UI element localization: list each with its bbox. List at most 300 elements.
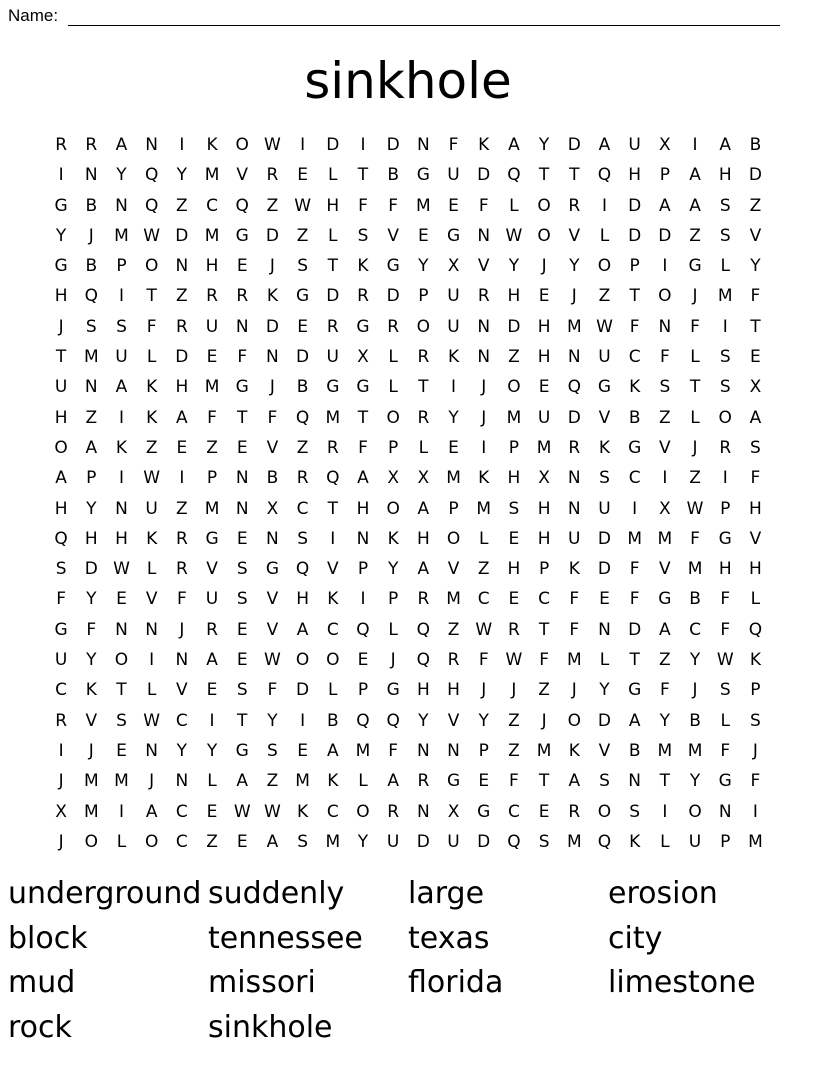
grid-letter[interactable]: D xyxy=(628,225,642,246)
grid-letter[interactable]: J xyxy=(88,740,94,761)
grid-letter[interactable]: I xyxy=(360,589,366,610)
grid-letter[interactable]: M xyxy=(204,165,220,186)
grid-letter[interactable]: N xyxy=(175,256,189,277)
grid-letter[interactable]: T xyxy=(116,680,127,701)
grid-letter[interactable]: N xyxy=(235,316,249,337)
grid-letter[interactable]: I xyxy=(722,316,728,337)
grid-letter[interactable]: I xyxy=(179,135,185,155)
grid-letter[interactable]: L xyxy=(478,528,489,549)
grid-letter[interactable]: I xyxy=(149,650,155,671)
grid-letter[interactable]: T xyxy=(237,407,248,428)
grid-letter[interactable]: D xyxy=(296,347,310,368)
grid-letter[interactable]: L xyxy=(720,710,730,731)
grid-letter[interactable]: C xyxy=(326,619,339,640)
grid-letter[interactable]: W xyxy=(113,559,130,580)
grid-letter[interactable]: J xyxy=(58,831,64,852)
grid-letter[interactable]: F xyxy=(629,316,640,337)
grid-letter[interactable]: D xyxy=(567,407,581,428)
grid-letter[interactable]: X xyxy=(447,801,460,822)
grid-letter[interactable]: J xyxy=(269,256,275,277)
grid-letter[interactable]: U xyxy=(54,377,68,398)
grid-letter[interactable]: A xyxy=(659,195,671,216)
grid-letter[interactable]: V xyxy=(568,225,581,246)
grid-letter[interactable]: Y xyxy=(116,165,127,186)
grid-letter[interactable]: F xyxy=(720,740,731,761)
grid-letter[interactable]: E xyxy=(357,650,369,671)
grid-letter[interactable]: I xyxy=(481,437,487,458)
grid-letter[interactable]: D xyxy=(628,195,642,216)
grid-letter[interactable]: Y xyxy=(508,256,520,277)
grid-letter[interactable]: A xyxy=(115,135,128,155)
grid-letter[interactable]: L xyxy=(750,589,761,610)
grid-letter[interactable]: Z xyxy=(447,619,460,640)
grid-letter[interactable]: U xyxy=(326,347,339,368)
grid-letter[interactable]: U xyxy=(598,498,611,519)
grid-letter[interactable]: F xyxy=(478,650,489,671)
grid-letter[interactable]: J xyxy=(481,377,487,398)
grid-letter[interactable]: J xyxy=(179,619,185,640)
grid-letter[interactable]: H xyxy=(54,286,68,307)
grid-letter[interactable]: S xyxy=(719,680,731,701)
grid-letter[interactable]: Z xyxy=(659,407,671,428)
grid-letter[interactable]: H xyxy=(447,680,460,701)
grid-letter[interactable]: E xyxy=(448,195,459,216)
grid-letter[interactable]: T xyxy=(327,498,338,519)
grid-letter[interactable]: M xyxy=(657,528,673,549)
grid-letter[interactable]: V xyxy=(598,740,611,761)
grid-letter[interactable]: D xyxy=(507,316,521,337)
grid-letter[interactable]: E xyxy=(417,225,429,246)
grid-letter[interactable]: X xyxy=(55,801,67,822)
grid-letter[interactable]: N xyxy=(477,316,491,337)
grid-letter[interactable]: L xyxy=(388,377,398,398)
grid-letter[interactable]: G xyxy=(477,801,491,822)
grid-letter[interactable]: B xyxy=(689,710,701,731)
grid-letter[interactable]: F xyxy=(659,680,670,701)
grid-letter[interactable]: Q xyxy=(144,165,159,186)
grid-letter[interactable]: Q xyxy=(386,710,400,731)
grid-letter[interactable]: F xyxy=(690,316,700,337)
grid-letter[interactable]: E xyxy=(508,589,520,610)
grid-letter[interactable]: Q xyxy=(295,407,310,428)
grid-letter[interactable]: F xyxy=(448,135,459,155)
grid-letter[interactable]: R xyxy=(568,195,581,216)
grid-letter[interactable]: O xyxy=(597,256,612,277)
grid-letter[interactable]: G xyxy=(205,528,219,549)
grid-letter[interactable]: N xyxy=(235,498,249,519)
grid-letter[interactable]: A xyxy=(628,710,641,731)
grid-letter[interactable]: F xyxy=(207,407,217,428)
grid-letter[interactable]: Y xyxy=(86,650,97,671)
grid-letter[interactable]: Q xyxy=(507,165,521,186)
grid-letter[interactable]: I xyxy=(692,135,698,155)
grid-letter[interactable]: X xyxy=(749,377,762,398)
grid-letter[interactable]: F xyxy=(146,316,157,337)
grid-letter[interactable]: U xyxy=(447,286,460,307)
grid-letter[interactable]: O xyxy=(235,135,249,155)
grid-letter[interactable]: N xyxy=(175,771,189,792)
grid-letter[interactable]: O xyxy=(416,316,431,337)
grid-letter[interactable]: T xyxy=(237,710,248,731)
grid-letter[interactable]: R xyxy=(508,619,520,640)
grid-letter[interactable]: I xyxy=(300,135,306,155)
grid-letter[interactable]: K xyxy=(357,256,369,277)
grid-letter[interactable]: K xyxy=(629,831,641,852)
grid-letter[interactable]: V xyxy=(206,559,218,580)
grid-letter[interactable]: H xyxy=(54,407,68,428)
grid-letter[interactable]: E xyxy=(297,740,308,761)
grid-letter[interactable]: K xyxy=(478,135,490,155)
grid-letter[interactable]: W xyxy=(505,225,523,246)
grid-letter[interactable]: Z xyxy=(206,437,218,458)
grid-letter[interactable]: N xyxy=(145,135,159,155)
grid-letter[interactable]: K xyxy=(146,407,158,428)
grid-letter[interactable]: H xyxy=(749,559,762,580)
grid-letter[interactable]: N xyxy=(84,377,98,398)
grid-letter[interactable]: P xyxy=(116,256,127,277)
grid-letter[interactable]: N xyxy=(175,650,189,671)
grid-letter[interactable]: Z xyxy=(266,195,279,216)
grid-letter[interactable]: A xyxy=(598,135,611,155)
grid-letter[interactable]: P xyxy=(388,589,399,610)
grid-letter[interactable]: H xyxy=(628,165,642,186)
grid-letter[interactable]: K xyxy=(206,135,218,155)
grid-letter[interactable]: O xyxy=(54,437,68,458)
grid-letter[interactable]: P xyxy=(418,286,429,307)
grid-letter[interactable]: W xyxy=(264,650,281,671)
grid-letter[interactable]: S xyxy=(750,710,761,731)
grid-letter[interactable]: M xyxy=(114,771,129,792)
grid-letter[interactable]: Y xyxy=(86,589,97,610)
grid-letter[interactable]: T xyxy=(327,256,338,277)
grid-letter[interactable]: A xyxy=(568,771,581,792)
grid-letter[interactable]: V xyxy=(387,225,399,246)
grid-letter[interactable]: J xyxy=(58,771,64,792)
grid-letter[interactable]: M xyxy=(566,831,582,852)
grid-letter[interactable]: N xyxy=(416,740,430,761)
grid-letter[interactable]: F xyxy=(659,347,670,368)
grid-letter[interactable]: Z xyxy=(689,225,701,246)
grid-letter[interactable]: H xyxy=(54,498,68,519)
grid-letter[interactable]: X xyxy=(357,347,369,368)
grid-letter[interactable]: S xyxy=(599,468,610,489)
grid-letter[interactable]: U xyxy=(386,831,400,852)
grid-letter[interactable]: Q xyxy=(235,195,249,216)
grid-letter[interactable]: P xyxy=(448,498,459,519)
grid-letter[interactable]: B xyxy=(266,468,279,489)
grid-letter[interactable]: F xyxy=(267,407,278,428)
grid-letter[interactable]: R xyxy=(55,135,67,155)
grid-letter[interactable]: R xyxy=(447,650,460,671)
grid-letter[interactable]: F xyxy=(720,619,731,640)
grid-letter[interactable]: R xyxy=(326,437,339,458)
grid-letter[interactable]: Y xyxy=(478,710,489,731)
grid-letter[interactable]: R xyxy=(387,316,400,337)
grid-letter[interactable]: S xyxy=(719,225,731,246)
grid-letter[interactable]: K xyxy=(85,680,97,701)
grid-letter[interactable]: P xyxy=(750,680,761,701)
grid-letter[interactable]: N xyxy=(145,619,159,640)
grid-letter[interactable]: D xyxy=(386,286,400,307)
grid-letter[interactable]: H xyxy=(718,165,732,186)
grid-letter[interactable]: F xyxy=(509,771,519,792)
grid-letter[interactable]: A xyxy=(296,619,309,640)
grid-letter[interactable]: M xyxy=(83,771,99,792)
grid-letter[interactable]: V xyxy=(85,710,98,731)
grid-letter[interactable]: V xyxy=(447,710,460,731)
grid-letter[interactable]: N xyxy=(356,528,370,549)
grid-letter[interactable]: L xyxy=(146,559,157,580)
grid-letter[interactable]: M xyxy=(536,740,552,761)
grid-letter[interactable]: N xyxy=(115,498,128,519)
grid-letter[interactable]: J xyxy=(269,377,275,398)
grid-letter[interactable]: A xyxy=(719,135,732,155)
grid-letter[interactable]: S xyxy=(297,256,308,277)
grid-letter[interactable]: L xyxy=(388,619,398,640)
grid-letter[interactable]: H xyxy=(175,377,189,398)
grid-letter[interactable]: F xyxy=(569,589,580,610)
grid-letter[interactable]: S xyxy=(719,347,731,368)
grid-letter[interactable]: A xyxy=(387,771,399,792)
grid-letter[interactable]: L xyxy=(146,680,157,701)
grid-letter[interactable]: X xyxy=(266,498,279,519)
grid-letter[interactable]: Q xyxy=(295,559,310,580)
grid-letter[interactable]: M xyxy=(325,407,341,428)
grid-letter[interactable]: G xyxy=(597,377,612,398)
grid-letter[interactable]: A xyxy=(236,771,249,792)
grid-letter[interactable]: L xyxy=(207,771,217,792)
grid-letter[interactable]: T xyxy=(357,407,369,428)
grid-letter[interactable]: R xyxy=(266,165,279,186)
grid-letter[interactable]: R xyxy=(417,589,430,610)
grid-letter[interactable]: E xyxy=(599,589,610,610)
grid-letter[interactable]: M xyxy=(83,347,99,368)
grid-letter[interactable]: G xyxy=(326,377,340,398)
grid-letter[interactable]: G xyxy=(356,377,370,398)
grid-letter[interactable]: S xyxy=(85,316,97,337)
grid-letter[interactable]: S xyxy=(719,377,731,398)
grid-letter[interactable]: L xyxy=(720,256,730,277)
grid-letter[interactable]: N xyxy=(567,468,581,489)
grid-letter[interactable]: J xyxy=(692,680,698,701)
grid-letter[interactable]: L xyxy=(599,650,610,671)
grid-letter[interactable]: P xyxy=(388,437,399,458)
grid-letter[interactable]: Y xyxy=(206,740,218,761)
grid-letter[interactable]: M xyxy=(566,316,582,337)
grid-letter[interactable]: M xyxy=(476,498,492,519)
grid-letter[interactable]: C xyxy=(296,498,309,519)
grid-letter[interactable]: P xyxy=(86,468,97,489)
grid-letter[interactable]: U xyxy=(115,347,128,368)
grid-letter[interactable]: I xyxy=(179,468,185,489)
grid-letter[interactable]: D xyxy=(597,710,612,731)
grid-letter[interactable]: K xyxy=(598,437,611,458)
grid-letter[interactable]: N xyxy=(235,468,249,489)
grid-letter[interactable]: M xyxy=(566,650,582,671)
grid-letter[interactable]: M xyxy=(325,831,341,852)
grid-letter[interactable]: L xyxy=(146,347,157,368)
grid-letter[interactable]: F xyxy=(56,589,66,610)
grid-letter[interactable]: K xyxy=(146,528,158,549)
grid-letter[interactable]: H xyxy=(416,680,430,701)
grid-letter[interactable]: U xyxy=(447,316,460,337)
grid-letter[interactable]: I xyxy=(118,801,124,822)
grid-letter[interactable]: I xyxy=(662,468,668,489)
grid-letter[interactable]: O xyxy=(688,801,702,822)
grid-letter[interactable]: R xyxy=(417,347,430,368)
grid-letter[interactable]: B xyxy=(689,589,701,610)
grid-letter[interactable]: A xyxy=(417,559,430,580)
grid-letter[interactable]: Z xyxy=(749,195,762,216)
grid-letter[interactable]: S xyxy=(267,740,278,761)
grid-letter[interactable]: V xyxy=(266,619,279,640)
grid-letter[interactable]: S xyxy=(116,710,127,731)
grid-letter[interactable]: V xyxy=(266,589,279,610)
grid-letter[interactable]: I xyxy=(118,468,124,489)
grid-letter[interactable]: E xyxy=(538,286,550,307)
grid-letter[interactable]: M xyxy=(687,740,703,761)
grid-letter[interactable]: O xyxy=(718,407,732,428)
grid-letter[interactable]: D xyxy=(84,559,98,580)
grid-letter[interactable]: O xyxy=(658,286,672,307)
grid-letter[interactable]: C xyxy=(175,710,188,731)
grid-letter[interactable]: H xyxy=(205,256,219,277)
grid-letter[interactable]: H xyxy=(537,528,551,549)
grid-letter[interactable]: C xyxy=(175,801,188,822)
grid-letter[interactable]: S xyxy=(297,831,308,852)
grid-letter[interactable]: R xyxy=(477,286,490,307)
grid-letter[interactable]: S xyxy=(750,437,761,458)
grid-letter[interactable]: C xyxy=(55,680,68,701)
grid-letter[interactable]: I xyxy=(209,710,215,731)
grid-letter[interactable]: B xyxy=(85,256,98,277)
grid-letter[interactable]: W xyxy=(716,650,734,671)
grid-letter[interactable]: K xyxy=(387,528,399,549)
grid-letter[interactable]: Q xyxy=(597,165,612,186)
grid-letter[interactable]: M xyxy=(748,831,763,852)
grid-letter[interactable]: W xyxy=(294,195,311,216)
grid-letter[interactable]: L xyxy=(418,437,429,458)
grid-letter[interactable]: L xyxy=(660,831,670,852)
grid-letter[interactable]: G xyxy=(718,528,732,549)
grid-letter[interactable]: V xyxy=(749,528,762,549)
grid-letter[interactable]: B xyxy=(296,377,309,398)
grid-letter[interactable]: F xyxy=(388,195,399,216)
grid-letter[interactable]: B xyxy=(387,165,399,186)
grid-letter[interactable]: S xyxy=(508,498,520,519)
grid-letter[interactable]: Z xyxy=(296,437,309,458)
grid-letter[interactable]: D xyxy=(265,316,279,337)
grid-letter[interactable]: T xyxy=(629,286,640,307)
grid-letter[interactable]: H xyxy=(115,528,128,549)
grid-letter[interactable]: F xyxy=(750,771,761,792)
grid-letter[interactable]: N xyxy=(628,771,642,792)
grid-letter[interactable]: H xyxy=(84,528,98,549)
grid-letter[interactable]: J xyxy=(58,316,64,337)
grid-letter[interactable]: P xyxy=(538,559,550,580)
grid-letter[interactable]: D xyxy=(477,165,491,186)
grid-letter[interactable]: C xyxy=(206,195,218,216)
grid-letter[interactable]: D xyxy=(597,559,612,580)
grid-letter[interactable]: P xyxy=(206,468,218,489)
grid-letter[interactable]: O xyxy=(295,650,310,671)
grid-letter[interactable]: J xyxy=(571,680,577,701)
grid-letter[interactable]: U xyxy=(688,831,702,852)
grid-letter[interactable]: M xyxy=(355,740,371,761)
grid-letter[interactable]: A xyxy=(749,407,762,428)
grid-letter[interactable]: F xyxy=(86,619,97,640)
grid-letter[interactable]: I xyxy=(58,740,64,761)
grid-letter[interactable]: Z xyxy=(176,286,188,307)
grid-letter[interactable]: G xyxy=(658,589,672,610)
grid-letter[interactable]: I xyxy=(632,498,638,519)
grid-letter[interactable]: Y xyxy=(448,407,459,428)
grid-letter[interactable]: Q xyxy=(144,195,159,216)
grid-letter[interactable]: F xyxy=(478,195,489,216)
grid-letter[interactable]: Y xyxy=(689,650,701,671)
grid-letter[interactable]: E xyxy=(478,771,490,792)
grid-letter[interactable]: B xyxy=(85,195,98,216)
grid-letter[interactable]: H xyxy=(326,195,340,216)
grid-letter[interactable]: S xyxy=(719,195,731,216)
grid-letter[interactable]: R xyxy=(387,801,400,822)
grid-letter[interactable]: M xyxy=(657,740,673,761)
grid-letter[interactable]: N xyxy=(84,165,98,186)
grid-letter[interactable]: W xyxy=(264,135,281,155)
grid-letter[interactable]: E xyxy=(538,801,550,822)
grid-letter[interactable]: U xyxy=(54,650,68,671)
grid-letter[interactable]: Y xyxy=(176,165,188,186)
grid-letter[interactable]: R xyxy=(417,407,430,428)
grid-letter[interactable]: A xyxy=(659,619,671,640)
grid-letter[interactable]: I xyxy=(330,528,336,549)
grid-letter[interactable]: S xyxy=(357,225,369,246)
grid-letter[interactable]: X xyxy=(659,135,671,155)
grid-letter[interactable]: E xyxy=(508,528,520,549)
grid-letter[interactable]: V xyxy=(145,589,158,610)
grid-letter[interactable]: Z xyxy=(538,680,550,701)
grid-letter[interactable]: D xyxy=(296,680,310,701)
grid-letter[interactable]: I xyxy=(451,377,457,398)
grid-letter[interactable]: T xyxy=(689,377,701,398)
grid-letter[interactable]: Z xyxy=(508,740,520,761)
grid-letter[interactable]: O xyxy=(144,831,159,852)
grid-letter[interactable]: N xyxy=(477,347,491,368)
grid-letter[interactable]: Q xyxy=(356,619,370,640)
grid-letter[interactable]: R xyxy=(357,286,369,307)
grid-letter[interactable]: N xyxy=(567,347,581,368)
grid-letter[interactable]: G xyxy=(54,195,68,216)
grid-letter[interactable]: K xyxy=(568,559,580,580)
grid-letter[interactable]: W xyxy=(596,316,613,337)
grid-letter[interactable]: V xyxy=(659,437,671,458)
grid-letter[interactable]: J xyxy=(481,680,487,701)
grid-letter[interactable]: G xyxy=(718,771,732,792)
grid-letter[interactable]: E xyxy=(236,831,248,852)
grid-letter[interactable]: G xyxy=(628,680,642,701)
grid-letter[interactable]: Z xyxy=(508,347,520,368)
grid-letter[interactable]: U xyxy=(447,165,460,186)
grid-letter[interactable]: R xyxy=(568,801,581,822)
grid-letter[interactable]: Q xyxy=(84,286,98,307)
grid-letter[interactable]: A xyxy=(115,377,128,398)
grid-letter[interactable]: Z xyxy=(145,437,158,458)
grid-letter[interactable]: O xyxy=(386,498,400,519)
grid-letter[interactable]: V xyxy=(326,559,339,580)
grid-letter[interactable]: R xyxy=(568,437,581,458)
grid-letter[interactable]: S xyxy=(659,377,671,398)
grid-letter[interactable]: S xyxy=(236,559,248,580)
